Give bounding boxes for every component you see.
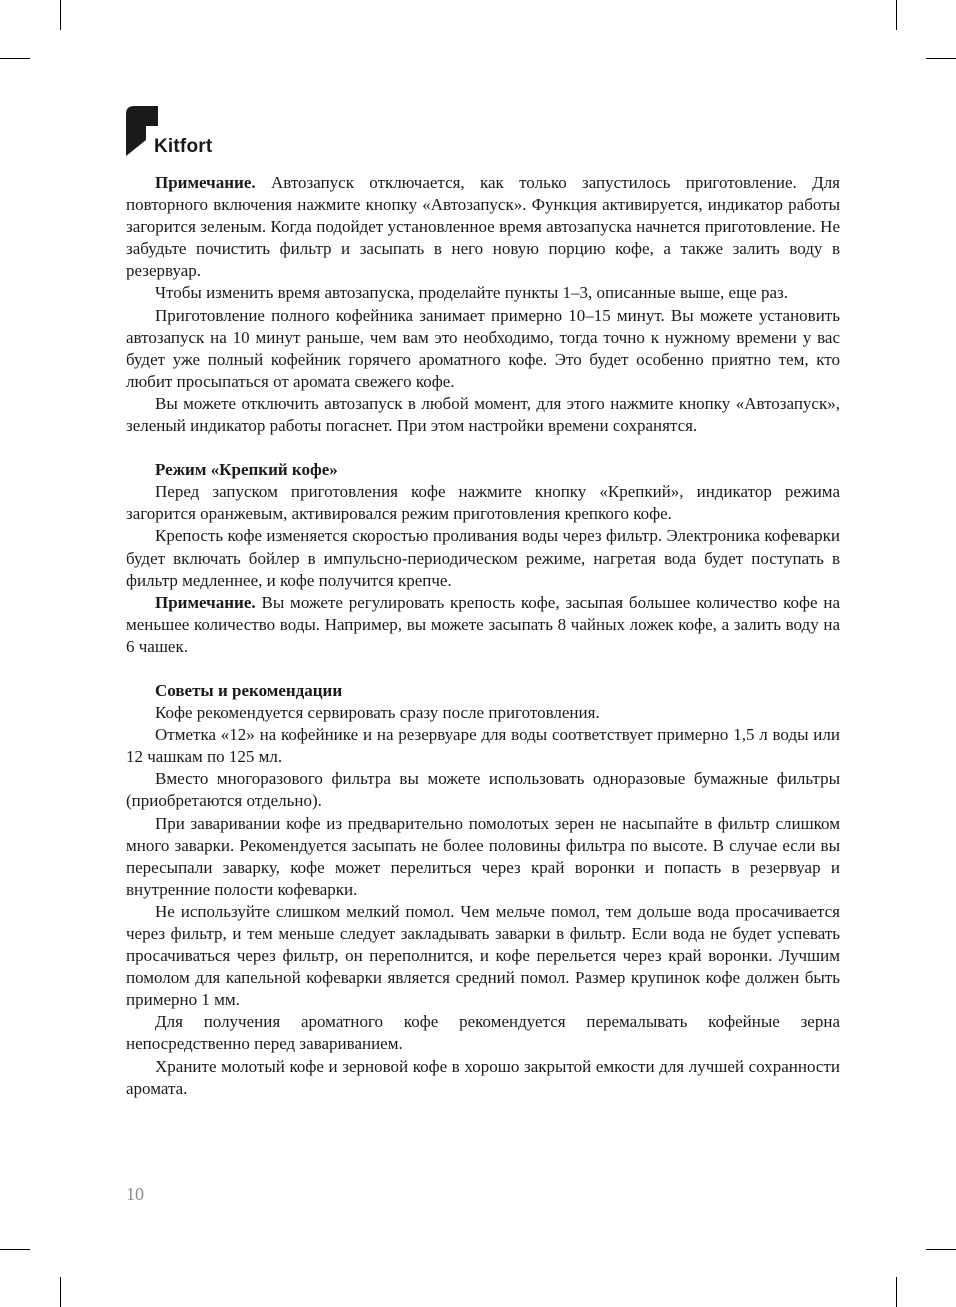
note-label: Примечание. [155, 592, 256, 612]
section-heading-tips: Советы и рекомендации [155, 680, 343, 700]
crop-mark-bottom-right-horizontal [926, 1249, 956, 1250]
brand-name: Kitfort [154, 136, 213, 157]
crop-mark-bottom-left-vertical [60, 1277, 61, 1307]
crop-mark-top-left-vertical [60, 0, 61, 30]
crop-mark-bottom-left-horizontal [0, 1249, 30, 1250]
brand-logo [126, 106, 246, 162]
body-paragraph: Храните молотый кофе и зерновой кофе в хорошо закрытой емкости для лучшей сохранности аромата. [126, 1056, 840, 1098]
body-paragraph: Не используйте слишком мелкий помол. Чем мельче помол, тем дольше вода просачивается через фильтр, и тем меньше следует закладывать заварки в фильтр. Если вода не будет успевать просачиваться через фильтр, он переполнится, и кофе перельется через край воронки. Лучшим помолом для капельной кофеварки является средний помол. Размер крупинок кофе должен быть примерно 1 мм. [126, 901, 840, 1010]
note-text: Вы можете регулировать крепость кофе, засыпая большее количество кофе на меньшее количество воды. Например, вы можете засыпать 8 чайных ложек кофе, а залить воду на 6 чашек. [126, 592, 840, 656]
page-content [126, 172, 840, 1100]
note-text: Автозапуск отключается, как только запустилось приготовление. Для повторного включения нажмите кнопку «Автозапуск». Функция активируется, индикатор работы загорится зеленым. Когда подойдет установленное время автозапуска начнется приготовление. Не забудьте почистить фильтр и засыпать в него новую порцию кофе, а также залить воду в резервуар. [126, 173, 840, 281]
crop-mark-top-right-horizontal [926, 58, 956, 59]
note-label: Примечание. [155, 173, 256, 192]
crop-mark-top-right-vertical [896, 0, 897, 30]
note-paragraph [126, 592, 840, 658]
body-paragraph: Для получения ароматного кофе рекомендуется перемалывать кофейные зерна непосредственно перед завариванием. [126, 1012, 840, 1054]
body-paragraph: Чтобы изменить время автозапуска, проделайте пункты 1–3, описанные выше, еще раз. [155, 283, 788, 303]
page-number: 10 [126, 1184, 144, 1204]
section-heading-strong-mode: Режим «Крепкий кофе» [155, 460, 338, 480]
note-paragraph [126, 172, 840, 282]
body-paragraph: При заваривании кофе из предварительно помолотых зерен не насыпайте в фильтр слишком много заварки. Рекомендуется засыпать не более половины фильтра по высоте. В случае если вы пересыпали заварку, кофе может перелиться через край воронки и попасть в резервуар и внутренние полости кофеварки. [126, 813, 840, 899]
body-paragraph: Кофе рекомендуется сервировать сразу после приготовления. [155, 703, 600, 723]
body-paragraph: Отметка «12» на кофейнике и на резервуаре для воды соответствует примерно 1,5 л воды или 12 чашкам по 125 мл. [126, 725, 840, 767]
body-paragraph: Перед запуском приготовления кофе нажмите кнопку «Крепкий», индикатор режима загорится оранжевым, активировался режим приготовления крепкого кофе. [126, 482, 840, 524]
body-paragraph: Вы можете отключить автозапуск в любой момент, для этого нажмите кнопку «Автозапуск», зеленый индикатор работы погаснет. При этом настройки времени сохранятся. [126, 393, 840, 436]
body-paragraph: Крепость кофе изменяется скоростью проливания воды через фильтр. Электроника кофеварки будет включать бойлер в импульсно-периодическом режиме, нагретая вода будет поступать в фильтр медленнее, и кофе получится крепче. [126, 526, 840, 590]
body-paragraph: Вместо многоразового фильтра вы можете использовать одноразовые бумажные фильтры (приобретаются отдельно). [126, 769, 840, 811]
body-paragraph: Приготовление полного кофейника занимает примерно 10–15 минут. Вы можете установить автозапуск на 10 минут раньше, чем вам это необходимо, тогда точно к нужному времени у вас будет уже полный кофейник горячего ароматного кофе. Это будет особенно приятно тем, кто любит просыпаться от аромата свежего кофе. [126, 305, 840, 391]
crop-mark-top-left-horizontal [0, 58, 30, 59]
crop-mark-bottom-right-vertical [896, 1277, 897, 1307]
